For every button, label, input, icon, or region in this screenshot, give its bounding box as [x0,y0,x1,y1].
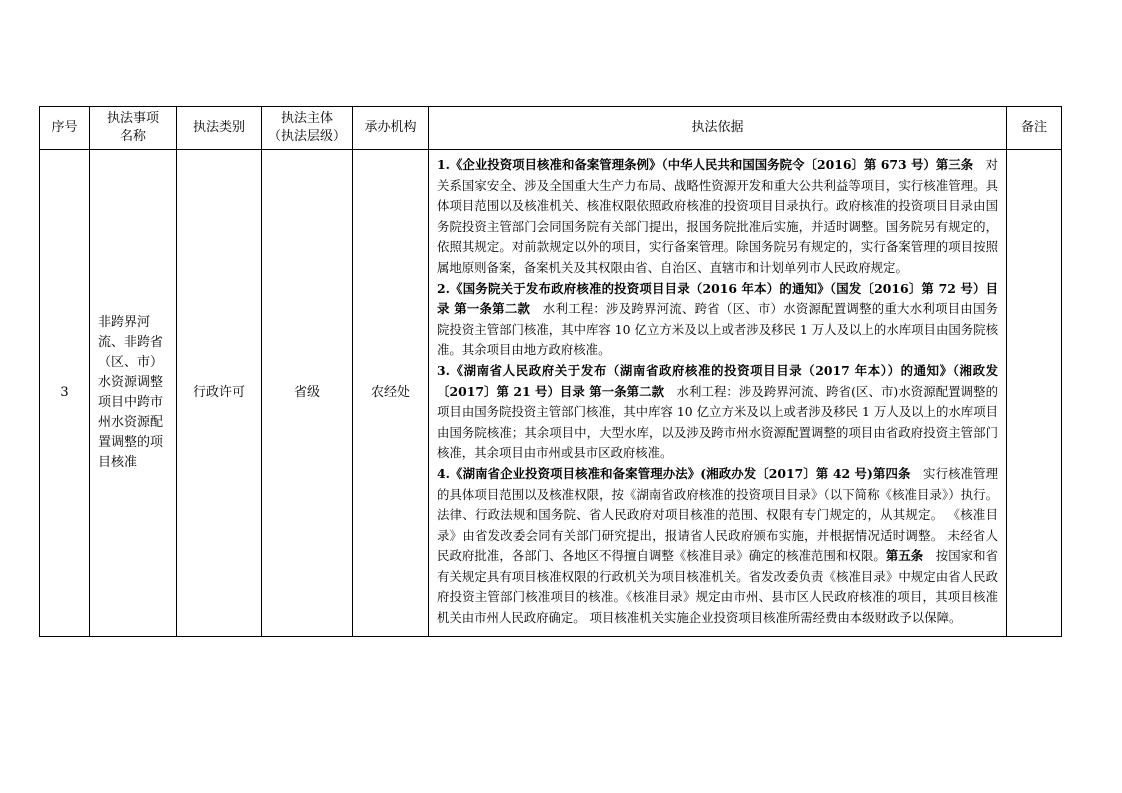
basis-4-text: 实行核准管理的具体项目范围以及核准权限，按《湖南省政府核准的投资项目目录》（以下简称《核准目录》）执行。法律、行政法规和国务院、省人民政府对项目核准的范围、权限有专门规定的，从其规定。 《核准目录》由省发改委会同有关部门研究提出，报请省人民政府颁布实施，并根据情况适时调整。 未经省人民政府批准，各部门、各地区不得擅自调整《核准目录》确定的核准范围和权限。 [437,465,998,564]
basis-3-text: 水利工程：涉及跨界河流、跨省(区、市)水资源配置调整的项目由国务院投资主管部门核准，其中库容 10 亿立方米及以上或者涉及移民 1 万人及以上的水库项目由国务院核准；其余项目中，大型水库，以及涉及跨市州水资源配置调整的项目由省政府投资主管部门核准，其余项目由市州或县市区政府核准。 [437,383,999,461]
header-subject [262,107,353,150]
basis-4-text-2: 按国家和省有关规定具有项目核准权限的行政机关为项目核准机关。省发改委负责《核准目录》中规定由省人民政府投资主管部门核准项目的核准。《核准目录》规定由市州、县市区人民政府核准的项目，其项目核准机关由市州人民政府确定。 项目核准机关实施企业投资项目核准所需经费由本级财政予以保障。 [437,548,999,626]
basis-2-text: 水利工程：涉及跨界河流、跨省（区、市）水资源配置调整的重大水利项目由国务院投资主管部门核准，其中库容 10 亿立方米及以上或者涉及移民 1 万人及以上的水库项目由国务院核准。其余项目由地方政府核准。 [437,301,998,358]
header-item-name [90,107,177,150]
header-remark: 备注 [1007,107,1062,150]
cell-handler: 农经处 [353,150,429,637]
header-basis: 执法依据 [429,107,1007,150]
cell-remark [1007,150,1062,637]
basis-paragraph-3 [437,361,998,464]
basis-paragraph-4 [437,464,998,629]
table-row [40,150,1062,637]
header-category: 执法类别 [177,107,262,150]
basis-2-title: 2.《国务院关于发布政府核准的投资项目目录（2016 年本）的通知》（国发〔2016〕第 72 号）目录 第一条第二款 [437,280,998,317]
basis-3-title: 3.《湖南省人民政府关于发布（湖南省政府核准的投资项目目录（2017 年本））的通知》（湘政发〔2017〕第 21 号）目录 第一条第二款 [437,362,998,399]
header-handler: 承办机构 [353,107,429,150]
basis-4-title-2: 第五条 [885,548,924,564]
header-seq: 序号 [40,107,90,150]
enforcement-table [39,106,1062,637]
cell-basis [429,150,1007,637]
header-subject-line2: （执法层级） [267,129,346,144]
cell-item-name: 非跨界河流、非跨省（区、市）水资源调整项目中跨市州水资源配置调整的项目核准 [90,150,177,637]
header-item-name-line1: 执法事项 [106,111,159,126]
header-item-name-line2: 名称 [119,129,146,144]
basis-paragraph-1 [437,155,998,279]
header-subject-line1: 执法主体 [280,111,333,126]
cell-seq: 3 [40,150,90,637]
basis-1-title: 1.《企业投资项目核准和备案管理条例》（中华人民共和国国务院令〔2016〕第 673 号）第三条 [437,157,974,172]
basis-1-text: 对关系国家安全、涉及全国重大生产力布局、战略性资源开发和重大公共利益等项目，实行核准管理。具体项目范围以及核准机关、核准权限依照政府核准的投资项目目录执行。政府核准的投资项目目录由国务院投资主管部门会同国务院有关部门提出，报国务院批准后实施，并适时调整。国务院另有规定的，依照其规定。对前款规定以外的项目，实行备案管理。除国务院另有规定的，实行备案管理的项目按照属地原则备案，备案机关及其权限由省、自治区、直辖市和计划单列市人民政府规定。 [437,157,999,275]
basis-4-title: 4.《湖南省企业投资项目核准和备案管理办法》(湘政办发〔2017〕第 42 号)第四条 [437,465,911,481]
header-row [40,107,1062,150]
basis-paragraph-2 [437,279,998,361]
cell-subject: 省级 [262,150,353,637]
cell-category: 行政许可 [177,150,262,637]
